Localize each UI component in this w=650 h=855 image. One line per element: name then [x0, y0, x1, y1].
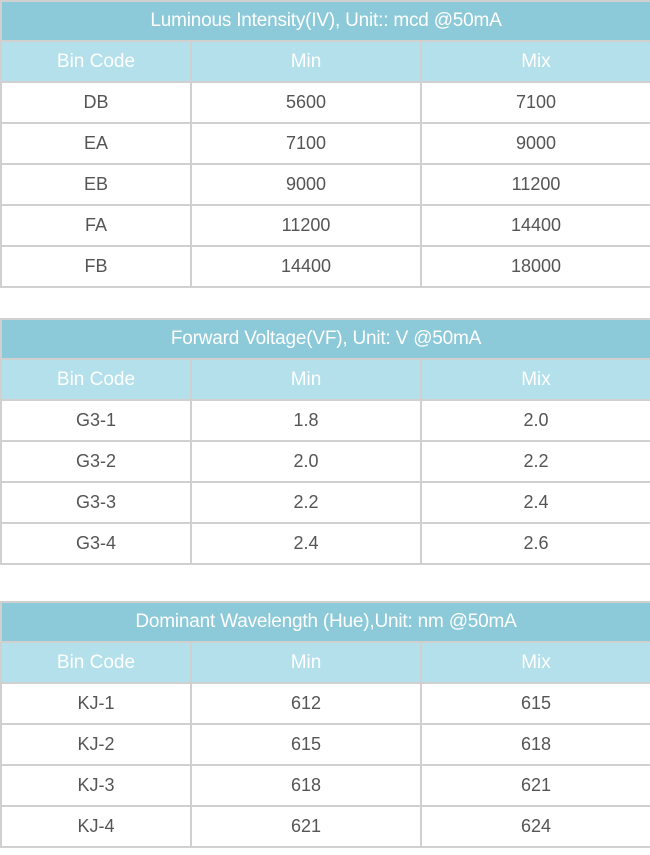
bin-code-cell: EA [1, 123, 191, 164]
mix-cell: 11200 [421, 164, 650, 205]
table-title: Forward Voltage(VF), Unit: V @50mA [1, 319, 650, 359]
bin-code-cell: G3-1 [1, 400, 191, 441]
bin-code-cell: FB [1, 246, 191, 287]
column-header-min: Min [191, 41, 421, 82]
column-header-bin-code: Bin Code [1, 359, 191, 400]
min-cell: 11200 [191, 205, 421, 246]
mix-cell: 14400 [421, 205, 650, 246]
mix-cell: 2.6 [421, 523, 650, 564]
mix-cell: 2.2 [421, 441, 650, 482]
table-title: Dominant Wavelength (Hue),Unit: nm @50mA [1, 602, 650, 642]
bin-code-cell: G3-4 [1, 523, 191, 564]
bin-code-cell: G3-3 [1, 482, 191, 523]
mix-cell: 9000 [421, 123, 650, 164]
bin-code-cell: G3-2 [1, 441, 191, 482]
dominant-wavelength-table [0, 601, 650, 848]
bin-code-cell: FA [1, 205, 191, 246]
table-row [1, 205, 650, 246]
mix-cell: 2.4 [421, 482, 650, 523]
min-cell: 1.8 [191, 400, 421, 441]
column-header-mix: Mix [421, 642, 650, 683]
table-row [1, 246, 650, 287]
min-cell: 14400 [191, 246, 421, 287]
bin-code-cell: EB [1, 164, 191, 205]
min-cell: 621 [191, 806, 421, 847]
mix-cell: 621 [421, 765, 650, 806]
column-header-mix: Mix [421, 41, 650, 82]
table-row [1, 123, 650, 164]
table-row [1, 164, 650, 205]
min-cell: 2.4 [191, 523, 421, 564]
table-row [1, 683, 650, 724]
column-header-min: Min [191, 359, 421, 400]
bin-code-cell: KJ-2 [1, 724, 191, 765]
mix-cell: 624 [421, 806, 650, 847]
table-row [1, 765, 650, 806]
column-header-mix: Mix [421, 359, 650, 400]
table-row [1, 482, 650, 523]
min-cell: 615 [191, 724, 421, 765]
table-row [1, 806, 650, 847]
min-cell: 612 [191, 683, 421, 724]
bin-code-cell: KJ-3 [1, 765, 191, 806]
forward-voltage-table [0, 318, 650, 565]
min-cell: 9000 [191, 164, 421, 205]
bin-code-cell: KJ-1 [1, 683, 191, 724]
column-header-bin-code: Bin Code [1, 642, 191, 683]
mix-cell: 615 [421, 683, 650, 724]
min-cell: 7100 [191, 123, 421, 164]
mix-cell: 618 [421, 724, 650, 765]
min-cell: 2.2 [191, 482, 421, 523]
table-title: Luminous Intensity(IV), Unit:: mcd @50mA [1, 1, 650, 41]
table-row [1, 724, 650, 765]
mix-cell: 18000 [421, 246, 650, 287]
min-cell: 5600 [191, 82, 421, 123]
column-header-min: Min [191, 642, 421, 683]
table-row [1, 82, 650, 123]
min-cell: 2.0 [191, 441, 421, 482]
table-row [1, 523, 650, 564]
bin-code-cell: DB [1, 82, 191, 123]
table-row [1, 441, 650, 482]
min-cell: 618 [191, 765, 421, 806]
column-header-bin-code: Bin Code [1, 41, 191, 82]
luminous-intensity-table [0, 0, 650, 288]
mix-cell: 7100 [421, 82, 650, 123]
bin-code-cell: KJ-4 [1, 806, 191, 847]
table-row [1, 400, 650, 441]
mix-cell: 2.0 [421, 400, 650, 441]
